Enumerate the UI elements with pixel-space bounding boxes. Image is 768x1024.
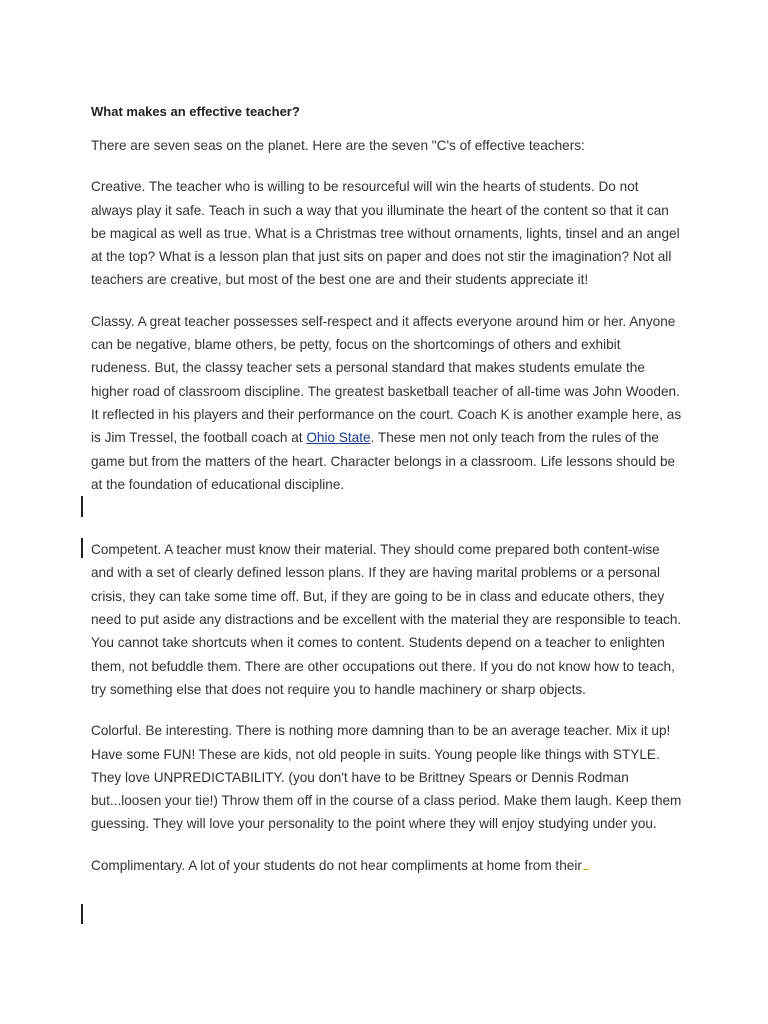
spellcheck-underline-mark (583, 868, 589, 870)
paragraph-classy-text-end: . These men not only teach from the rules of the game but from the matters of the heart. Character belongs in a classroom. Life lessons should be at the foundation of educational discipline. (91, 430, 676, 492)
text-cursor-mark (81, 904, 83, 924)
document-title: What makes an effective teacher? (91, 104, 300, 119)
paragraph-classy-text-start: Classy. A great teacher possesses self-respect and it affects everyone around him or her. Anyone can be negative, blame others, be petty, focus on the shortcomings of others and exhibit rudeness. But, the classy teacher sets a personal standard that makes students emulate the higher road of classroom discipline. The greatest basketball teacher of all-time was John Wooden. It reflected in his players and their performance on the court. Coach K is another example here, as is Jim Tressel, the football coach at (91, 313, 682, 446)
document-body (91, 102, 683, 877)
ohio-state-link[interactable]: Ohio State (306, 430, 371, 446)
paragraph-creative: Creative. The teacher who is willing to be resourceful will win the hearts of students. Do not always play it safe. Teach in such a way that you illuminate the heart of the content so that it can be magical as well as true. What is a Christmas tree without ornaments, lights, tinsel and an angel at the top? What is a lesson plan that just sits on paper and does not stir the imagination? Not all teachers are creative, but most of the best one are and their students appreciate it! (91, 179, 680, 288)
paragraph-competent: Competent. A teacher must know their material. They should come prepared both content-wise and with a set of clearly defined lesson plans. If they are having marital problems or a personal crisis, they can take some time off. But, if they are going to be in class and educate others, they need to put aside any distractions and be excellent with the material they are responsible to teach. You cannot take shortcuts when it comes to content. Students depend on a teacher to enlighten them, not befuddle them. There are other occupations out there. If you do not know how to teach, try something else that does not require you to handle machinery or sharp objects. (91, 542, 682, 697)
paragraph-complimentary-text: Complimentary. A lot of your students do not hear compliments at home from their (91, 857, 582, 873)
paragraph-classy (91, 310, 683, 496)
text-cursor-mark (81, 538, 83, 558)
paragraph-complimentary (91, 854, 683, 877)
text-cursor-mark (81, 496, 83, 517)
intro-paragraph: There are seven seas on the planet. Here are the seven "C's of effective teachers: (91, 138, 585, 153)
paragraph-colorful: Colorful. Be interesting. There is nothing more damning than to be an average teacher. Mix it up! Have some FUN! These are kids, not old people in suits. Young people like things with STYLE. They love UNPREDICTABILITY. (you don't have to be Brittney Spears or Dennis Rodman but...loosen your tie!) Throw them off in the course of a class period. Make them laugh. Keep them guessing. They will love your personality to the point where they will enjoy studying under you. (91, 723, 682, 832)
